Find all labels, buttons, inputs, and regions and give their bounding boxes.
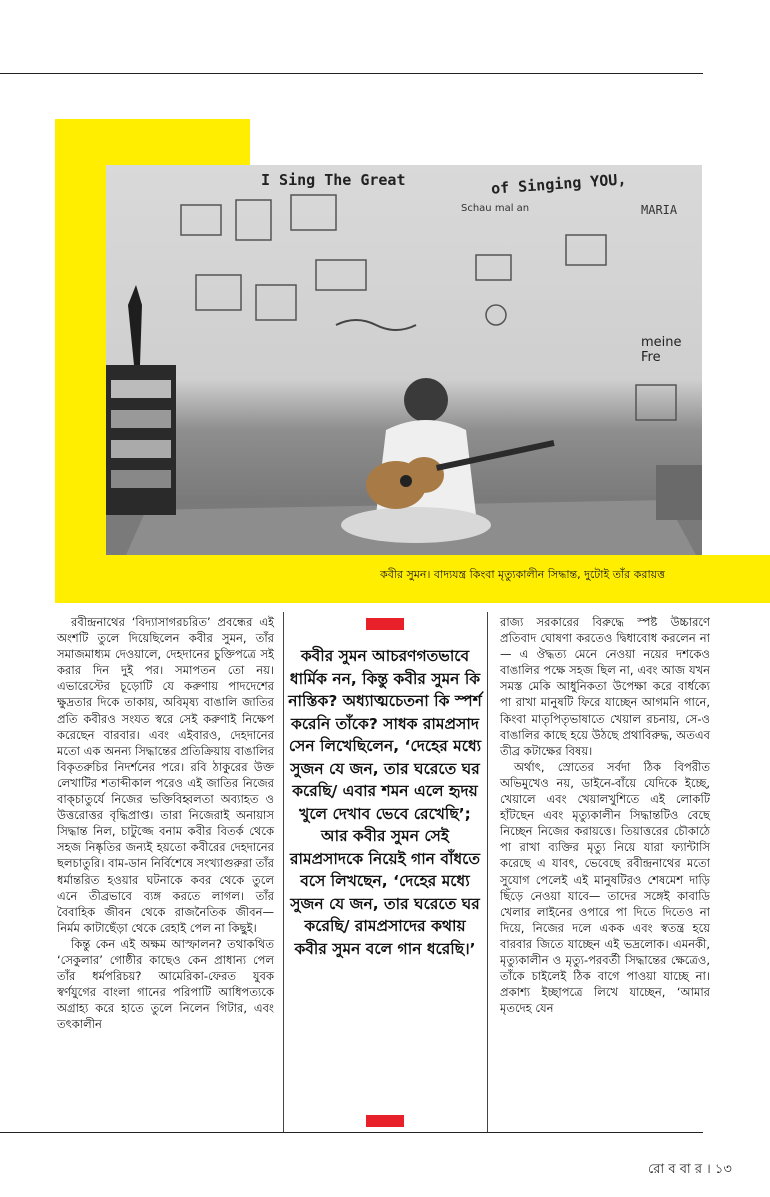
wall-text-4: MARIA: [641, 203, 678, 217]
col3-paragraph-2: অর্থাৎ, স্রোতের সর্বদা ঠিক বিপরীত অভিমুখেও নয়, ডাইনে-বাঁয়ে যেদিকে ইচ্ছে, খেয়ালে এবং খেয়ালখুশিতে এই লোকটি হাঁটছেন এবং মৃত্যুকালীন সিদ্ধান্তটিও বেছে নিচ্ছেন নিজের করায়ত্তে। তিয়াত্তরের চৌকাঠে পা রাখা ব্যক্তির মৃত্যু নিয়ে যারা ফ্যান্টাসি করেছে এ যাবৎ, ভেবেছে রবীন্দ্রনাথের মতো সুযোগ পেলেই এই মানুষটিরও শেষমেশ দাড়ি ছিঁড়ে নেওয়া যাবে— তাদের সঙ্গেই কাবাডি খেলার লাইনের ওপারে পা দিতে দিতেও না দিয়ে, নিজের দলে একক এবং স্বতন্ত্র হয়ে বারবার জিতে যাচ্ছেন এই ভদ্রলোক। এমনকী, মৃত্যুকালীন ও মৃত্যু-পরবর্তী সিদ্ধান্তের ক্ষেত্রেও, তাঁকে চাইলেই ঠিক বাগে পাওয়া যাচ্ছে না। প্রকাশ্য ইচ্ছাপত্রে লিখে যাচ্ছেন, ‘আমার মৃতদেহ যেন: [500, 759, 710, 1016]
pull-quote: কবীর সুমন আচরণগতভাবে ধার্মিক নন, কিন্তু কবীর সুমন কি নাস্তিক? অধ্যাত্মচেতনা কি স্পর্শ করেনি তাঁকে? সাধক রামপ্রসাদ সেন লিখেছিলেন, ‘দেহের মধ্যে সুজন যে জন, তার ঘরেতে ঘর করেছি/ এবার শমন এলে হৃদয় খুলে দেখাব ভেবে রেখেছি’; আর কবীর সুমন সেই রামপ্রসাদকে নিয়েই গান বাঁধতে বসে লিখছেন, ‘দেহের মধ্যে সুজন যে জন, তার ঘরেতে ঘর করেছি/ রামপ্রসাদের কথায় কবীর সুমন বলে গান ধরেছি।’: [288, 647, 482, 958]
column-divider-left: [283, 612, 284, 1132]
column-divider-right: [487, 612, 488, 1132]
col1-paragraph-1: রবীন্দ্রনাথের ‘বিদ্যাসাগরচরিত’ প্রবন্ধের এই অংশটি তুলে দিয়েছিলেন কবীর সুমন, তাঁর সমাজমাধ্যম দেওয়ালে, দেহদানের চুক্তিপত্রে সই করার দিন দুই পর। সমাপতন তো নয়। এভারেস্টের চূড়োটি যে করুণায় পাদদেশের ক্ষুদ্রতার দিকে তাকায়, অবিমৃষ্য বাঙালি জাতির প্রতি কবীরও সংযত স্বরে সেই করুণাই নিক্ষেপ করেছেন বারবার। এবং এইবারও, দেহদানের মতো এক অনন্য সিদ্ধান্তের প্রতিক্রিয়ায় বাঙালির বিকৃতরুচির নিদর্শনের পরে। রবি ঠাকুরের উক্ত লেখাটির শতাব্দীকাল পরেও এই জাতির নিজের বাক্চাতুর্যে নিজের ভক্তিবিহ্বলতা অব্যাহত ও উত্তরোত্তর বৃদ্ধিপ্রাপ্ত। তারা নিজেরাই অনায়াস সিদ্ধান্ত নিল, চাটুজ্জে বনাম কবীর বিতর্ক থেকে সহজ নিষ্কৃতির জন্যই হয়তো কবীরের দেহদানের ছলচাতুরি। বাম-ডান নির্বিশেষে সংখ্যাগুরুরা তাঁর ধর্মান্তরিত হওয়ার ঘটনাকে কবর থেকে তুলে এনে তীব্রভাবে ব্যঙ্গ করতে লাগল। তাঁর বৈবাহিক জীবন থেকে রাজনৈতিক জীবন— নির্মম কাটাছেঁড়া থেকে রেহাই পেল না কিছুই।: [57, 615, 274, 935]
wall-text-1: I Sing The Great: [261, 171, 406, 189]
col1-paragraph-2: কিন্তু কেন এই অক্ষম আস্ফালন? তথাকথিত ‘সেকুলার’ গোষ্ঠীর কাছেও কেন প্রাধান্য পেল তাঁর ধর্মপরিচয়? আমেরিকা-ফেরত যুবক স্বর্ণযুগের বাংলা গানের পরিপাটি আধিপত্যকে অগ্রাহ্য করে হাতে তুলে নিলেন গিটার, এবং তৎকালীন: [57, 936, 274, 1032]
pull-quote-red-bar-top: [366, 618, 404, 630]
yellow-accent-left: [55, 119, 106, 603]
top-rule: [0, 73, 703, 74]
wall-text-2: of Singing YOU,: [490, 170, 627, 198]
wall-text-3: Schau mal an: [461, 203, 530, 214]
col3-paragraph-1: রাজ্য সরকারের বিরুদ্ধে স্পষ্ট উচ্চারণে প্রতিবাদ ঘোষণা করতেও দ্বিধাবোধ করলেন না— এ ঔদ্ধত্য মেনে নেওয়া নয়ের দশকেও বাঙালির পক্ষে সহজ ছিল না, এবং আজ যখন সমস্ত মেকি আধুনিকতা উপেক্ষা করে বার্ধক্যে পা রাখা মানুষটি ফিরে যাচ্ছেন আগমনি গানে, কিংবা মাতৃপিতৃভাষাতে খেয়াল রচনায়, সে-ও বাঙালির কাছে হয়ে উঠছে প্রথাবিরুদ্ধ, অতএব তীব্র কটাক্ষের বিষয়।: [500, 615, 710, 758]
article-column-3: [500, 614, 710, 1016]
page-footer: রো ব বা র । ১৩: [648, 1162, 732, 1177]
photo-illustration: [106, 165, 702, 555]
wall-text-5: meine Fre: [641, 335, 682, 365]
article-column-1: [57, 614, 274, 1032]
bottom-rule: [0, 1132, 703, 1133]
photo-caption: কবীর সুমন। বাদ্যযন্ত্র কিংবা মৃত্যুকালীন সিদ্ধান্ত, দুটোই তাঁর করায়ত্ত: [380, 568, 665, 581]
photo-musician-with-guitar: [106, 165, 702, 555]
pull-quote-red-bar-bottom: [366, 1115, 404, 1127]
